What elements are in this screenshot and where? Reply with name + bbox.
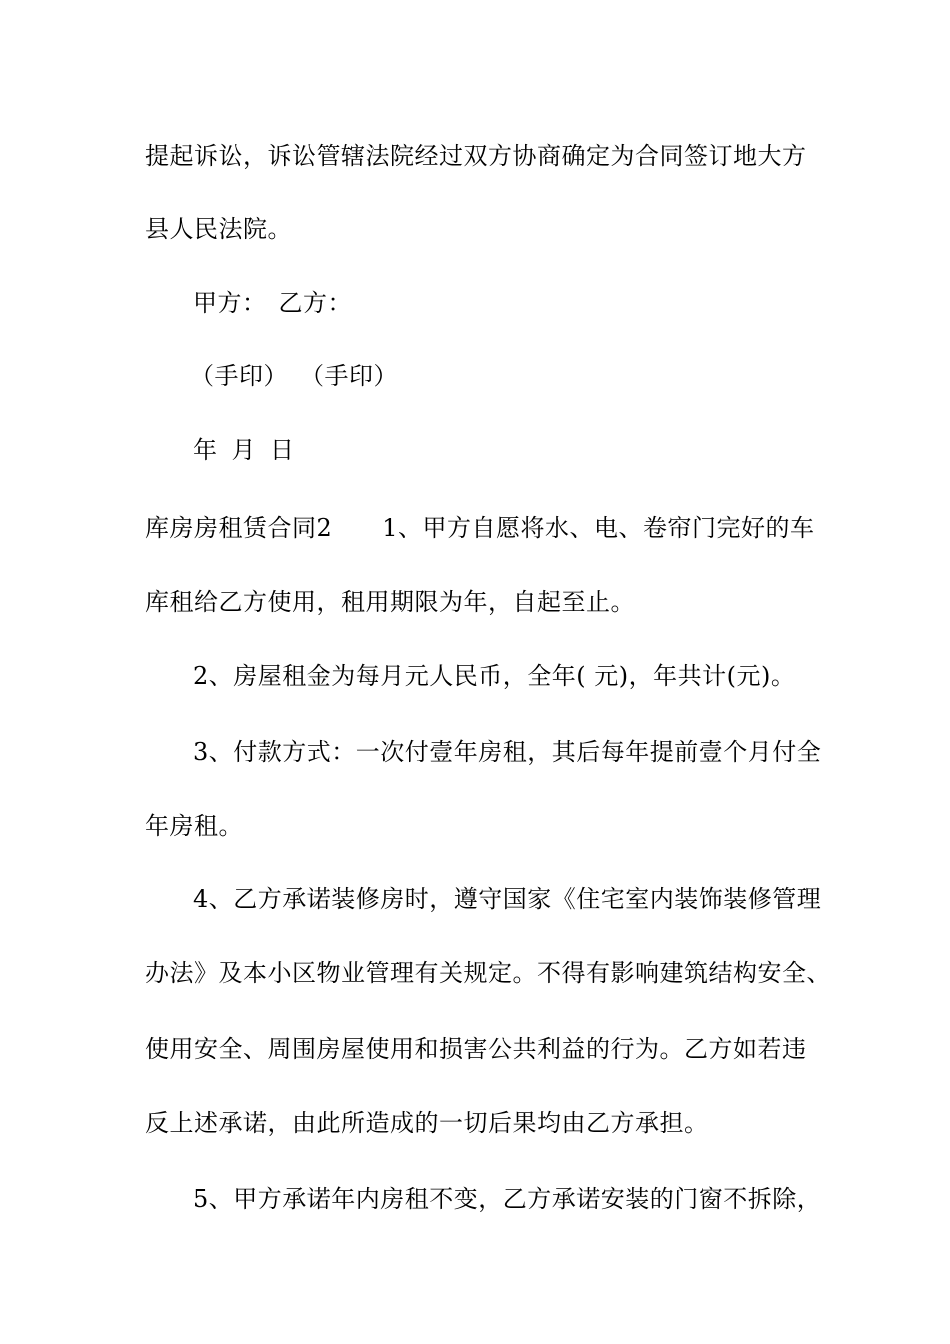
signature-date [193,435,295,465]
date-month: 月 [231,436,256,464]
paragraph-line: 年房租。 [145,812,243,840]
stamp-b-label: （手印） [300,362,398,390]
paragraph-line: 4、乙方承诺装修房时，遵守国家《住宅室内装饰装修管理 [193,885,822,913]
contract-heading-line [145,513,815,543]
paragraph-line: 办法》及本小区物业管理有关规定。不得有影响建筑结构安全、 [145,959,831,987]
paragraph-line: 2、房屋租金为每月元人民币，全年( 元)，年共计(元)。 [193,662,796,690]
paragraph-line: 库租给乙方使用，租用期限为年，自起至止。 [145,588,635,616]
paragraph-line: 5、甲方承诺年内房租不变，乙方承诺安装的门窗不拆除， [193,1185,822,1213]
date-year: 年 [193,436,218,464]
paragraph-line: 使用安全、周围房屋使用和损害公共利益的行为。乙方如若违 [145,1035,807,1063]
paragraph-line: 反上述承诺，由此所造成的一切后果均由乙方承担。 [145,1109,709,1137]
signature-stamps [190,361,398,391]
contract-heading: 库房房租赁合同2 [145,514,333,542]
paragraph-line: 县人民法院。 [145,215,292,243]
party-b-label: 乙方： [278,289,352,317]
paragraph-line: 3、付款方式：一次付壹年房租，其后每年提前壹个月付全 [193,738,822,766]
clause-1-start: 1、甲方自愿将水、电、卷帘门完好的车 [382,514,815,542]
signature-parties [193,288,352,318]
party-a-label: 甲方： [193,289,267,317]
paragraph-line: 提起诉讼，诉讼管辖法院经过双方协商确定为合同签订地大方 [145,142,807,170]
stamp-a-label: （手印） [190,362,288,390]
date-day: 日 [270,436,295,464]
